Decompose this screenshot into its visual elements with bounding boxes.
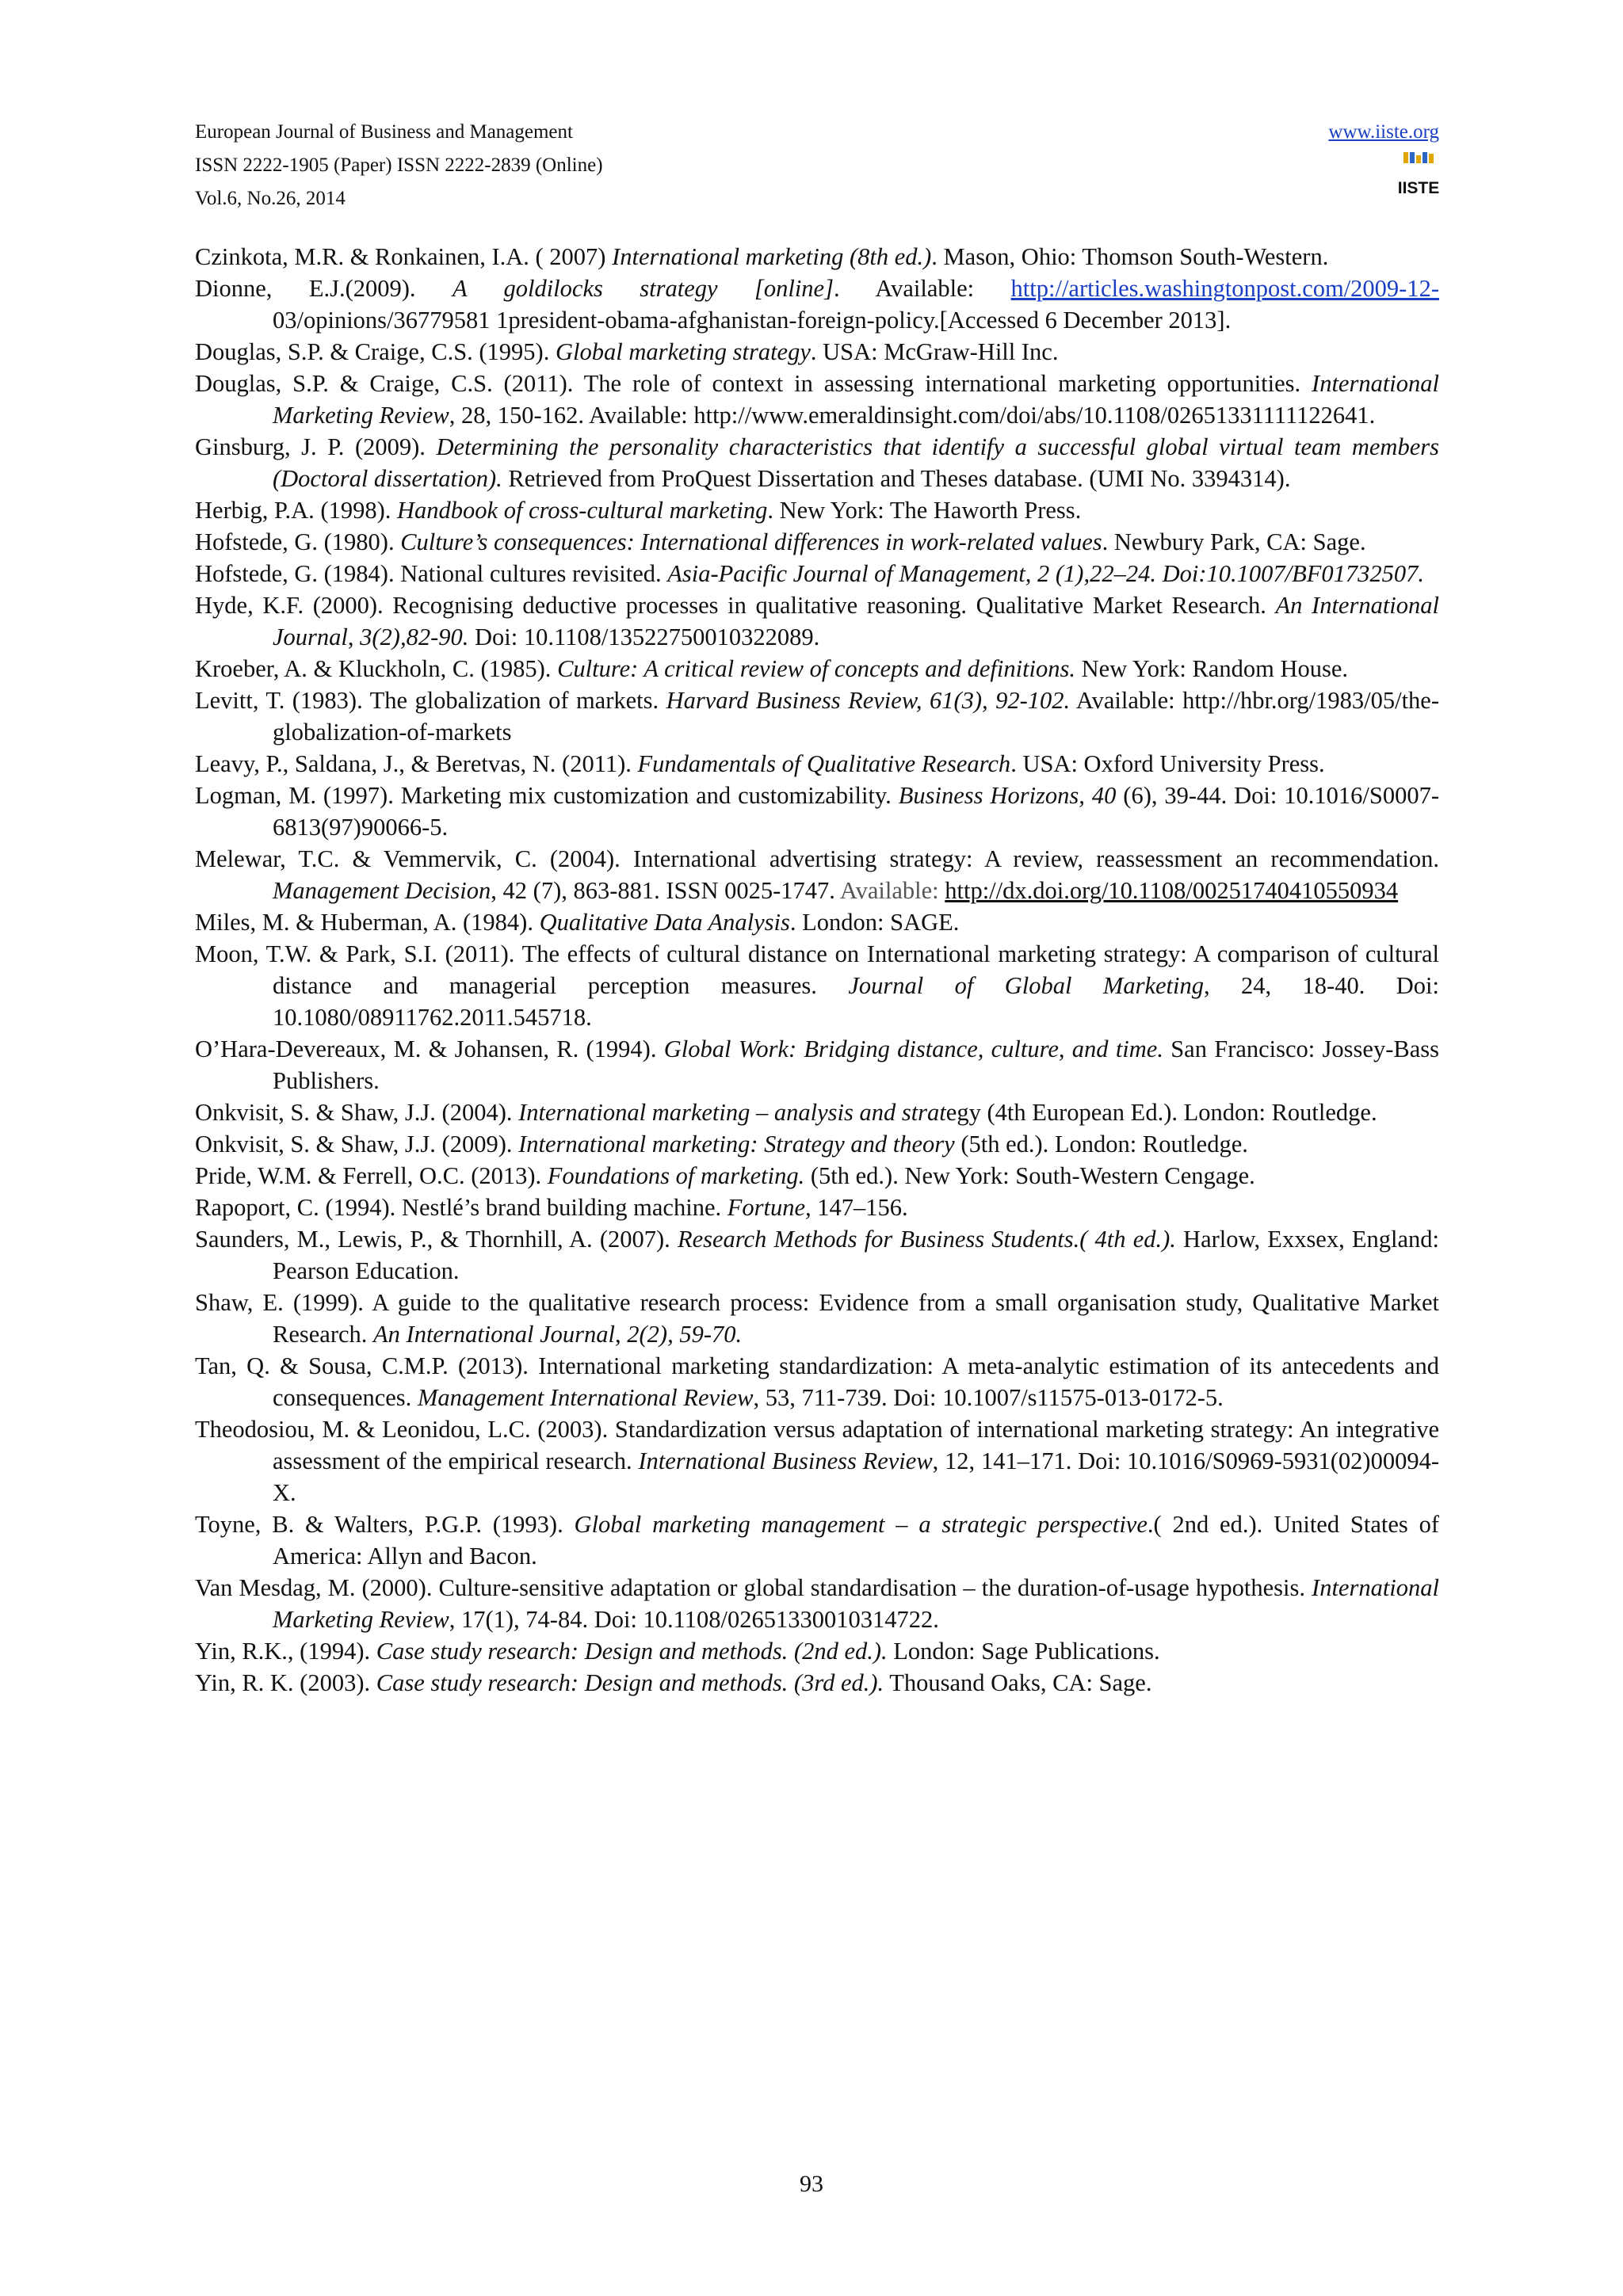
reference-item xyxy=(195,494,1439,526)
reference-text: Hyde, K.F. (2000). Recognising deductive processes in qualitative reasoning. Qualitative Market Research. xyxy=(195,592,1276,619)
reference-text: (6), 39-44. Doi: 10.1016/S0007-6813(97)90066-5. xyxy=(273,782,1440,841)
reference-item xyxy=(195,1128,1439,1160)
reference-text: Moon, T.W. & Park, S.I. (2011). The effects of cultural distance on International marketing strategy: A comparison of cultural distance and managerial perception measures. xyxy=(195,940,1439,999)
reference-italic-text: International Marketing Review xyxy=(273,1574,1439,1633)
reference-text: Theodosiou, M. & Leonidou, L.C. (2003). Standardization versus adaptation of international marketing strategy: An integrative assessment of the empirical research. xyxy=(195,1416,1439,1474)
reference-italic-text: Foundations of marketing. xyxy=(547,1162,805,1189)
reference-text: Rapoport, C. (1994). Nestlé’s brand building machine. xyxy=(195,1194,727,1221)
page-number: 93 xyxy=(800,2171,823,2197)
reference-text: Onkvisit, S. & Shaw, J.J. (2009). xyxy=(195,1131,519,1158)
reference-italic-text: Research Methods for Business Students.( 4th ed.). xyxy=(677,1226,1176,1253)
reference-item xyxy=(195,1192,1439,1223)
reference-italic-text: Case study research: Design and methods. (3rd ed.). xyxy=(376,1669,884,1696)
reference-italic-text: Harvard Business Review, 61(3), 92-102. xyxy=(666,687,1071,714)
reference-text: , xyxy=(347,624,361,650)
reference-text: .( 2nd ed.). United States of America: Allyn and Bacon. xyxy=(273,1511,1440,1569)
reference-item xyxy=(195,748,1439,780)
iiste-logo-icon xyxy=(1397,152,1440,201)
reference-italic-text: Asia-Pacific Journal of Management, 2 (1),22–24. Doi:10.1007/BF01732507. xyxy=(667,560,1424,587)
reference-italic-text: Global marketing strategy xyxy=(555,338,811,365)
reference-item xyxy=(195,1667,1439,1699)
reference-italic-text: An International Journal xyxy=(373,1321,616,1348)
reference-item xyxy=(195,589,1439,653)
page-header xyxy=(195,116,1439,215)
reference-text: , 53, 711-739. Doi: 10.1007/s11575-013-0172-5. xyxy=(753,1384,1224,1411)
logo-text: IISTE xyxy=(1397,179,1440,197)
reference-text: Douglas, S.P. & Craige, C.S. (1995). xyxy=(195,338,556,365)
reference-text: Douglas, S.P. & Craige, C.S. (2011). The role of context in assessing international marketing opportunities. xyxy=(195,370,1312,397)
reference-text: . Newbury Park, CA: Sage. xyxy=(1102,528,1366,555)
reference-link[interactable]: http://articles.washingtonpost.com/2009-12- xyxy=(1010,275,1439,302)
reference-italic-text: Fortune, xyxy=(727,1194,812,1221)
journal-title: European Journal of Business and Management xyxy=(195,121,573,143)
reference-text: Levitt, T. (1983). The globalization of markets. xyxy=(195,687,666,714)
reference-text: Ginsburg, J. P. (2009). xyxy=(195,433,437,460)
reference-text: Czinkota, M.R. & Ronkainen, I.A. ( 2007) xyxy=(195,243,613,270)
reference-text: , 42 (7), 863-881. ISSN 0025-1747. xyxy=(491,877,840,904)
reference-item xyxy=(195,938,1439,1033)
references-list xyxy=(195,241,1439,1699)
reference-italic-text: 2(2), 59-70. xyxy=(627,1321,743,1348)
reference-italic-text: Business Horizons, 40 xyxy=(898,782,1117,809)
reference-text: London: Sage Publications. xyxy=(887,1638,1160,1665)
reference-text: Melewar, T.C. & Vemmervik, C. (2004). International advertising strategy: A review, reassessment an recommendation. xyxy=(195,845,1439,872)
reference-item xyxy=(195,1160,1439,1192)
reference-item xyxy=(195,653,1439,685)
reference-text: San Francisco: Jossey-Bass Publishers. xyxy=(273,1035,1439,1094)
reference-text: 03/opinions/36779581 1president-obama-afghanistan-foreign-policy.[Accessed 6 December 2013]. xyxy=(273,307,1232,334)
reference-italic-text: International marketing: Strategy and theory xyxy=(518,1131,955,1158)
reference-item xyxy=(195,368,1439,431)
reference-item xyxy=(195,1572,1439,1635)
reference-italic-text: Culture: A critical review of concepts and definitions. xyxy=(557,655,1076,682)
reference-text: . USA: Oxford University Press. xyxy=(1010,750,1325,777)
reference-item xyxy=(195,1413,1439,1508)
reference-text: (5th ed.). London: Routledge. xyxy=(954,1131,1248,1158)
reference-italic-text: Handbook of cross-cultural marketing xyxy=(397,497,768,524)
reference-text: Yin, R. K. (2003). xyxy=(195,1669,376,1696)
reference-text: Retrieved from ProQuest Dissertation and Theses database. (UMI No. 3394314). xyxy=(502,465,1291,492)
reference-text: . London: SAGE. xyxy=(789,909,960,936)
reference-italic-text: Determining the personality characteristics that identify a successful global virtual team members (Doctoral dissertation). xyxy=(273,433,1439,492)
reference-text: Doi: 10.1108/13522750010322089. xyxy=(468,624,820,650)
reference-item xyxy=(195,1097,1439,1128)
reference-item xyxy=(195,241,1439,273)
reference-italic-text: Case study research: Design and methods. (2nd ed.). xyxy=(376,1638,888,1665)
reference-text: . New York: The Haworth Press. xyxy=(767,497,1082,524)
reference-item xyxy=(195,843,1439,906)
reference-item xyxy=(195,526,1439,558)
reference-item xyxy=(195,558,1439,589)
reference-text: Toyne, B. & Walters, P.G.P. (1993). xyxy=(195,1511,575,1538)
reference-text: Herbig, P.A. (1998). xyxy=(195,497,397,524)
reference-text: Van Mesdag, M. (2000). Culture-sensitive adaptation or global standardisation – the duration-of-usage hypothesis. xyxy=(195,1574,1312,1601)
reference-text: Hofstede, G. (1980). xyxy=(195,528,401,555)
reference-text: Available: xyxy=(839,877,939,904)
reference-italic-text: Global Work: Bridging distance, culture, and time. xyxy=(663,1035,1163,1062)
reference-italic-text: Global marketing management – a strategic perspective xyxy=(574,1511,1148,1538)
reference-text: New York: Random House. xyxy=(1075,655,1349,682)
reference-text: egy (4th European Ed.). London: Routledge. xyxy=(945,1099,1377,1126)
reference-text: Leavy, P., Saldana, J., & Beretvas, N. (2011). xyxy=(195,750,638,777)
reference-text: . USA: McGraw-Hill Inc. xyxy=(810,338,1059,365)
reference-text: Onkvisit, S. & Shaw, J.J. (2004). xyxy=(195,1099,519,1126)
reference-text: Thousand Oaks, CA: Sage. xyxy=(884,1669,1152,1696)
reference-text: Logman, M. (1997). Marketing mix customization and customizability. xyxy=(195,782,899,809)
reference-text: , xyxy=(615,1321,628,1348)
reference-text: 147–156. xyxy=(811,1194,908,1221)
reference-item xyxy=(195,1223,1439,1287)
reference-italic-text: An International Journal xyxy=(273,592,1439,650)
reference-text: O’Hara-Devereaux, M. & Johansen, R. (1994). xyxy=(195,1035,664,1062)
reference-text: (5th ed.). New York: South-Western Cengage. xyxy=(804,1162,1255,1189)
reference-text: , 28, 150-162. Available: http://www.emeraldinsight.com/doi/abs/10.1108/02651331111122641. xyxy=(449,402,1376,429)
reference-item xyxy=(195,1635,1439,1667)
reference-item xyxy=(195,1508,1439,1572)
reference-italic-text: 3(2),82-90. xyxy=(360,624,469,650)
reference-text: Dionne, E.J.(2009). xyxy=(195,275,453,302)
issn-line: ISSN 2222-1905 (Paper) ISSN 2222-2839 (Online) xyxy=(195,154,603,176)
reference-italic-text: Management International Review xyxy=(417,1384,754,1411)
reference-text: , 17(1), 74-84. Doi: 10.1108/02651330010314722. xyxy=(449,1606,939,1633)
reference-italic-text: International Marketing Review xyxy=(273,370,1439,429)
volume-line: Vol.6, No.26, 2014 xyxy=(195,188,346,209)
reference-text: Available: http://hbr.org/1983/05/the-globalization-of-markets xyxy=(273,687,1439,746)
reference-item xyxy=(195,336,1439,368)
reference-text: Yin, R.K., (1994). xyxy=(195,1638,376,1665)
reference-text: Miles, M. & Huberman, A. (1984). xyxy=(195,909,540,936)
reference-italic-text: Management Decision xyxy=(273,877,491,904)
reference-item xyxy=(195,685,1439,748)
reference-text: . Available: xyxy=(833,275,1011,302)
reference-italic-text: Fundamentals of Qualitative Research xyxy=(637,750,1011,777)
reference-text: Shaw, E. (1999). A guide to the qualitative research process: Evidence from a small organisation study, Qualitative Market Research. xyxy=(195,1289,1439,1348)
reference-text: Hofstede, G. (1984). National cultures revisited. xyxy=(195,560,668,587)
reference-text: Kroeber, A. & Kluckholn, C. (1985). xyxy=(195,655,558,682)
reference-text: , 24, 18-40. Doi: 10.1080/08911762.2011.545718. xyxy=(273,972,1439,1031)
reference-italic-text: Qualitative Data Analysis xyxy=(539,909,790,936)
reference-underlined-url[interactable]: http://dx.doi.org/10.1108/00251740410550934 xyxy=(945,877,1399,904)
reference-italic-text: International marketing (8th ed.) xyxy=(612,243,932,270)
reference-item xyxy=(195,780,1439,843)
reference-text: Saunders, M., Lewis, P., & Thornhill, A. (2007). xyxy=(195,1226,678,1253)
reference-italic-text: International marketing – analysis and strat xyxy=(518,1099,946,1126)
reference-italic-text: Journal of Global Marketing xyxy=(848,972,1204,999)
reference-item xyxy=(195,1033,1439,1097)
reference-text: Tan, Q. & Sousa, C.M.P. (2013). International marketing standardization: A meta-analytic estimation of its antecedents and consequences. xyxy=(195,1352,1439,1411)
reference-item xyxy=(195,906,1439,938)
reference-text: , 12, 141–171. Doi: 10.1016/S0969-5931(02)00094-X. xyxy=(273,1447,1439,1506)
reference-text: Pride, W.M. & Ferrell, O.C. (2013). xyxy=(195,1162,548,1189)
reference-item xyxy=(195,1287,1439,1350)
reference-item xyxy=(195,1350,1439,1413)
reference-item xyxy=(195,431,1439,494)
reference-italic-text: International Business Review xyxy=(638,1447,933,1474)
reference-italic-text: A goldilocks strategy [online] xyxy=(452,275,834,302)
website-link[interactable]: www.iiste.org xyxy=(1328,121,1439,143)
reference-item xyxy=(195,273,1439,336)
reference-text: Harlow, Exxsex, England: Pearson Education. xyxy=(273,1226,1439,1284)
reference-text: . Mason, Ohio: Thomson South-Western. xyxy=(931,243,1329,270)
reference-italic-text: Culture’s consequences: International differences in work-related values xyxy=(400,528,1102,555)
